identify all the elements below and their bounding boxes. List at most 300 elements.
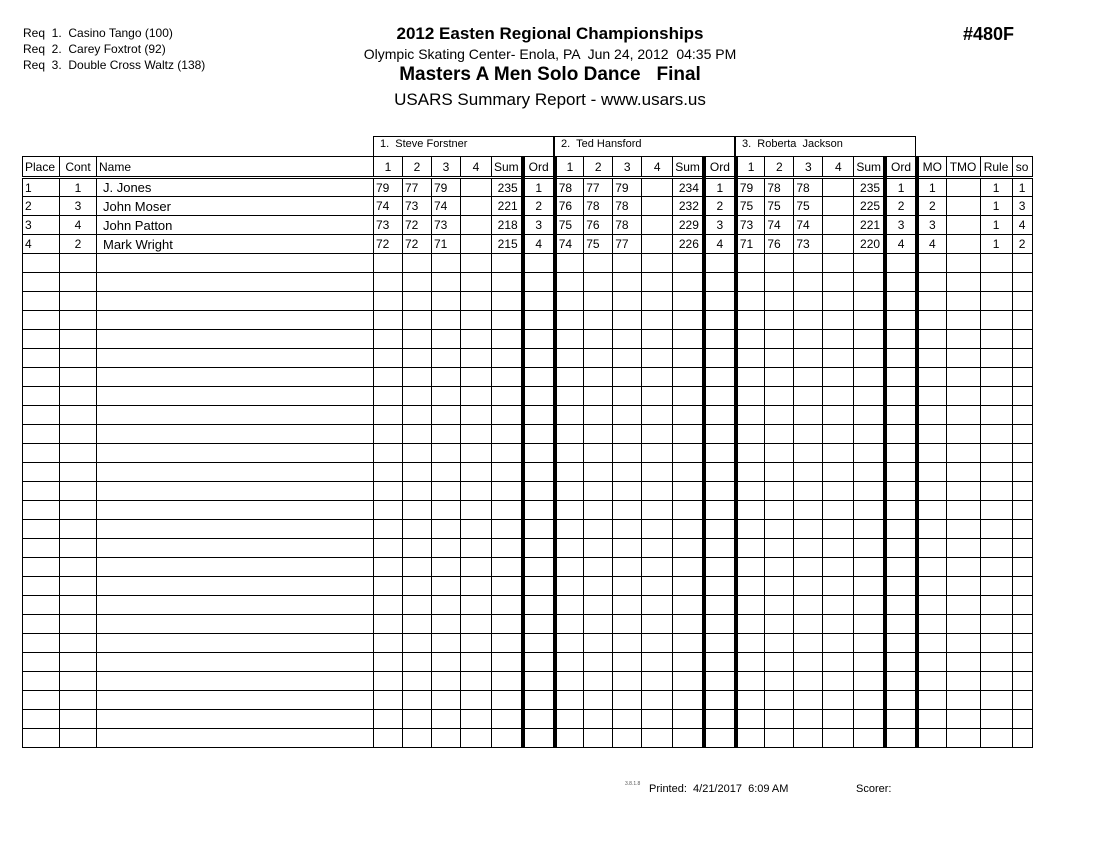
empty-cell <box>461 406 492 425</box>
empty-cell <box>765 311 794 330</box>
empty-cell <box>980 501 1012 520</box>
empty-cell <box>823 501 854 520</box>
empty-cell <box>23 349 60 368</box>
empty-cell <box>97 691 374 710</box>
empty-cell <box>736 444 765 463</box>
empty-cell <box>523 273 555 292</box>
empty-cell <box>403 311 432 330</box>
empty-cell <box>885 482 917 501</box>
empty-cell <box>736 311 765 330</box>
empty-cell <box>673 501 704 520</box>
empty-cell <box>1012 539 1032 558</box>
empty-cell <box>432 444 461 463</box>
empty-cell <box>1012 691 1032 710</box>
empty-cell <box>432 482 461 501</box>
empty-cell <box>523 729 555 748</box>
empty-row <box>23 311 1033 330</box>
empty-cell <box>885 292 917 311</box>
empty-cell <box>613 729 642 748</box>
tmo-cell <box>946 197 980 216</box>
col-j2-s1: 1 <box>555 157 584 178</box>
empty-cell <box>523 349 555 368</box>
empty-row <box>23 368 1033 387</box>
score-sum: 235 <box>854 178 885 197</box>
empty-cell <box>917 254 946 273</box>
empty-cell <box>523 577 555 596</box>
ordinal: 2 <box>523 197 555 216</box>
score-1: 74 <box>555 235 584 254</box>
empty-cell <box>917 520 946 539</box>
empty-cell <box>673 691 704 710</box>
empty-cell <box>555 311 584 330</box>
ordinal: 3 <box>885 216 917 235</box>
empty-cell <box>613 463 642 482</box>
empty-cell <box>823 596 854 615</box>
score-3: 78 <box>613 216 642 235</box>
empty-cell <box>584 292 613 311</box>
empty-cell <box>794 710 823 729</box>
empty-cell <box>374 349 403 368</box>
empty-cell <box>885 387 917 406</box>
empty-cell <box>374 653 403 672</box>
empty-cell <box>794 368 823 387</box>
empty-cell <box>885 634 917 653</box>
empty-cell <box>403 501 432 520</box>
empty-cell <box>642 349 673 368</box>
empty-cell <box>673 311 704 330</box>
empty-cell <box>403 596 432 615</box>
col-so: so <box>1012 157 1032 178</box>
empty-cell <box>794 444 823 463</box>
empty-cell <box>461 311 492 330</box>
empty-cell <box>642 634 673 653</box>
empty-cell <box>673 558 704 577</box>
empty-row <box>23 501 1033 520</box>
empty-cell <box>736 425 765 444</box>
empty-cell <box>461 425 492 444</box>
empty-cell <box>854 577 885 596</box>
empty-cell <box>794 691 823 710</box>
cont-cell: 2 <box>60 235 97 254</box>
empty-cell <box>403 691 432 710</box>
ordinal: 1 <box>885 178 917 197</box>
empty-cell <box>403 539 432 558</box>
cont-cell: 1 <box>60 178 97 197</box>
empty-cell <box>946 672 980 691</box>
empty-cell <box>765 425 794 444</box>
empty-cell <box>60 520 97 539</box>
empty-cell <box>980 653 1012 672</box>
empty-cell <box>97 672 374 691</box>
score-3: 71 <box>432 235 461 254</box>
score-1: 73 <box>374 216 403 235</box>
empty-cell <box>523 615 555 634</box>
empty-cell <box>765 691 794 710</box>
empty-row <box>23 520 1033 539</box>
empty-cell <box>584 596 613 615</box>
empty-cell <box>60 615 97 634</box>
empty-cell <box>523 672 555 691</box>
empty-cell <box>60 653 97 672</box>
tmo-cell <box>946 178 980 197</box>
empty-cell <box>704 273 736 292</box>
empty-cell <box>555 349 584 368</box>
empty-cell <box>432 634 461 653</box>
empty-cell <box>60 292 97 311</box>
empty-cell <box>374 539 403 558</box>
empty-cell <box>432 539 461 558</box>
empty-cell <box>917 273 946 292</box>
score-3: 77 <box>613 235 642 254</box>
empty-cell <box>492 292 523 311</box>
empty-cell <box>374 482 403 501</box>
empty-cell <box>1012 387 1032 406</box>
empty-cell <box>492 539 523 558</box>
empty-cell <box>854 444 885 463</box>
empty-cell <box>403 463 432 482</box>
score-4 <box>642 178 673 197</box>
empty-cell <box>980 482 1012 501</box>
empty-cell <box>555 273 584 292</box>
empty-cell <box>854 463 885 482</box>
empty-cell <box>374 577 403 596</box>
empty-cell <box>584 729 613 748</box>
empty-cell <box>854 596 885 615</box>
empty-cell <box>1012 653 1032 672</box>
empty-row <box>23 387 1033 406</box>
empty-cell <box>642 368 673 387</box>
empty-cell <box>823 672 854 691</box>
empty-cell <box>823 311 854 330</box>
empty-cell <box>823 539 854 558</box>
empty-cell <box>23 368 60 387</box>
empty-cell <box>642 539 673 558</box>
empty-cell <box>403 577 432 596</box>
score-4 <box>461 235 492 254</box>
empty-cell <box>1012 368 1032 387</box>
empty-cell <box>432 387 461 406</box>
empty-cell <box>403 444 432 463</box>
empty-cell <box>23 577 60 596</box>
empty-cell <box>673 387 704 406</box>
empty-cell <box>1012 292 1032 311</box>
empty-cell <box>980 387 1012 406</box>
empty-cell <box>584 254 613 273</box>
empty-cell <box>613 653 642 672</box>
empty-cell <box>492 311 523 330</box>
empty-cell <box>97 501 374 520</box>
empty-cell <box>946 349 980 368</box>
empty-cell <box>613 615 642 634</box>
empty-cell <box>885 653 917 672</box>
empty-cell <box>642 520 673 539</box>
empty-cell <box>854 482 885 501</box>
score-1: 79 <box>736 178 765 197</box>
empty-cell <box>642 615 673 634</box>
empty-cell <box>584 501 613 520</box>
empty-cell <box>432 596 461 615</box>
empty-cell <box>854 634 885 653</box>
empty-cell <box>461 463 492 482</box>
score-sum: 220 <box>854 235 885 254</box>
empty-cell <box>584 710 613 729</box>
empty-cell <box>854 349 885 368</box>
empty-cell <box>642 406 673 425</box>
empty-cell <box>736 558 765 577</box>
empty-cell <box>980 425 1012 444</box>
empty-cell <box>555 292 584 311</box>
empty-cell <box>854 729 885 748</box>
empty-cell <box>432 330 461 349</box>
score-2: 75 <box>584 235 613 254</box>
empty-row <box>23 349 1033 368</box>
score-sum: 229 <box>673 216 704 235</box>
empty-cell <box>403 729 432 748</box>
empty-cell <box>946 330 980 349</box>
empty-cell <box>823 368 854 387</box>
empty-cell <box>885 577 917 596</box>
empty-cell <box>736 729 765 748</box>
empty-cell <box>917 615 946 634</box>
empty-cell <box>584 539 613 558</box>
empty-cell <box>523 368 555 387</box>
empty-cell <box>854 387 885 406</box>
ordinal: 2 <box>704 197 736 216</box>
empty-cell <box>854 254 885 273</box>
empty-cell <box>946 577 980 596</box>
empty-cell <box>374 615 403 634</box>
empty-cell <box>642 672 673 691</box>
header-row <box>23 157 1033 178</box>
empty-cell <box>523 520 555 539</box>
empty-cell <box>492 691 523 710</box>
empty-cell <box>704 387 736 406</box>
empty-cell <box>917 672 946 691</box>
empty-cell <box>765 710 794 729</box>
empty-cell <box>403 520 432 539</box>
empty-cell <box>23 710 60 729</box>
empty-cell <box>765 577 794 596</box>
empty-cell <box>765 634 794 653</box>
col-j3-s2: 2 <box>765 157 794 178</box>
empty-cell <box>736 501 765 520</box>
empty-cell <box>946 710 980 729</box>
empty-cell <box>704 691 736 710</box>
empty-cell <box>704 444 736 463</box>
empty-row <box>23 634 1033 653</box>
empty-cell <box>461 596 492 615</box>
event-code: #480F <box>963 24 1015 44</box>
empty-cell <box>917 596 946 615</box>
empty-cell <box>23 387 60 406</box>
empty-cell <box>97 729 374 748</box>
empty-row <box>23 710 1033 729</box>
col-place: Place <box>23 157 60 178</box>
empty-cell <box>523 596 555 615</box>
empty-cell <box>736 292 765 311</box>
col-tmo: TMO <box>946 157 980 178</box>
empty-cell <box>917 634 946 653</box>
empty-cell <box>60 311 97 330</box>
empty-cell <box>584 330 613 349</box>
empty-cell <box>555 691 584 710</box>
empty-cell <box>673 254 704 273</box>
empty-cell <box>523 710 555 729</box>
empty-cell <box>673 292 704 311</box>
empty-cell <box>523 330 555 349</box>
empty-cell <box>461 292 492 311</box>
empty-cell <box>403 634 432 653</box>
empty-cell <box>432 273 461 292</box>
empty-cell <box>403 387 432 406</box>
empty-cell <box>432 254 461 273</box>
table-row <box>23 197 1033 216</box>
empty-cell <box>403 368 432 387</box>
empty-cell <box>23 292 60 311</box>
empty-cell <box>584 311 613 330</box>
score-2: 77 <box>403 178 432 197</box>
empty-cell <box>917 539 946 558</box>
empty-cell <box>704 463 736 482</box>
empty-cell <box>794 330 823 349</box>
empty-cell <box>854 520 885 539</box>
empty-cell <box>60 501 97 520</box>
empty-cell <box>885 254 917 273</box>
empty-cell <box>23 634 60 653</box>
empty-cell <box>1012 444 1032 463</box>
col-j1-ord: Ord <box>523 157 555 178</box>
empty-cell <box>403 330 432 349</box>
empty-cell <box>584 577 613 596</box>
empty-cell <box>854 653 885 672</box>
empty-cell <box>97 482 374 501</box>
empty-cell <box>403 482 432 501</box>
empty-cell <box>704 254 736 273</box>
empty-cell <box>60 596 97 615</box>
empty-cell <box>432 615 461 634</box>
empty-cell <box>97 634 374 653</box>
empty-cell <box>374 710 403 729</box>
empty-cell <box>704 330 736 349</box>
empty-cell <box>946 463 980 482</box>
empty-cell <box>765 406 794 425</box>
empty-cell <box>555 368 584 387</box>
empty-cell <box>946 406 980 425</box>
empty-cell <box>613 292 642 311</box>
place-cell: 3 <box>23 216 60 235</box>
empty-cell <box>794 653 823 672</box>
col-rule: Rule <box>980 157 1012 178</box>
empty-cell <box>823 349 854 368</box>
empty-cell <box>736 672 765 691</box>
empty-cell <box>980 539 1012 558</box>
empty-cell <box>432 691 461 710</box>
empty-cell <box>980 691 1012 710</box>
empty-cell <box>736 254 765 273</box>
empty-cell <box>555 520 584 539</box>
empty-cell <box>794 672 823 691</box>
col-j2-sum: Sum <box>673 157 704 178</box>
empty-cell <box>946 368 980 387</box>
empty-cell <box>854 292 885 311</box>
empty-cell <box>613 577 642 596</box>
empty-cell <box>946 596 980 615</box>
score-3: 74 <box>432 197 461 216</box>
score-2: 72 <box>403 216 432 235</box>
empty-cell <box>642 710 673 729</box>
empty-cell <box>765 558 794 577</box>
empty-cell <box>584 653 613 672</box>
empty-row <box>23 691 1033 710</box>
empty-cell <box>704 406 736 425</box>
empty-cell <box>1012 273 1032 292</box>
judge-2-header: 2. Ted Hansford <box>554 136 735 156</box>
empty-cell <box>885 539 917 558</box>
empty-cell <box>980 330 1012 349</box>
empty-cell <box>374 387 403 406</box>
empty-cell <box>492 368 523 387</box>
empty-cell <box>97 577 374 596</box>
empty-cell <box>492 425 523 444</box>
score-4 <box>461 197 492 216</box>
empty-cell <box>917 577 946 596</box>
score-4 <box>823 197 854 216</box>
score-1: 75 <box>555 216 584 235</box>
empty-cell <box>673 520 704 539</box>
empty-cell <box>642 691 673 710</box>
col-mo: MO <box>917 157 946 178</box>
empty-cell <box>885 729 917 748</box>
empty-cell <box>704 729 736 748</box>
empty-cell <box>794 729 823 748</box>
empty-cell <box>492 273 523 292</box>
empty-cell <box>946 615 980 634</box>
empty-cell <box>946 425 980 444</box>
empty-row <box>23 539 1033 558</box>
empty-cell <box>736 653 765 672</box>
empty-cell <box>60 539 97 558</box>
empty-cell <box>885 311 917 330</box>
tmo-cell <box>946 235 980 254</box>
empty-cell <box>555 254 584 273</box>
empty-cell <box>492 634 523 653</box>
empty-cell <box>1012 501 1032 520</box>
score-sum: 218 <box>492 216 523 235</box>
empty-cell <box>97 463 374 482</box>
empty-cell <box>403 406 432 425</box>
empty-cell <box>613 539 642 558</box>
empty-cell <box>823 425 854 444</box>
empty-cell <box>642 425 673 444</box>
empty-cell <box>854 539 885 558</box>
empty-cell <box>736 710 765 729</box>
empty-cell <box>374 520 403 539</box>
score-3: 73 <box>432 216 461 235</box>
empty-cell <box>523 311 555 330</box>
empty-cell <box>917 330 946 349</box>
requirement-1: Req 1. Casino Tango (100) <box>23 26 173 40</box>
empty-cell <box>794 292 823 311</box>
empty-cell <box>704 672 736 691</box>
score-1: 76 <box>555 197 584 216</box>
empty-cell <box>823 387 854 406</box>
competition-title: 2012 Easten Regional Championships <box>396 24 704 43</box>
empty-cell <box>374 672 403 691</box>
empty-cell <box>794 558 823 577</box>
empty-cell <box>523 254 555 273</box>
empty-cell <box>1012 577 1032 596</box>
empty-cell <box>374 368 403 387</box>
